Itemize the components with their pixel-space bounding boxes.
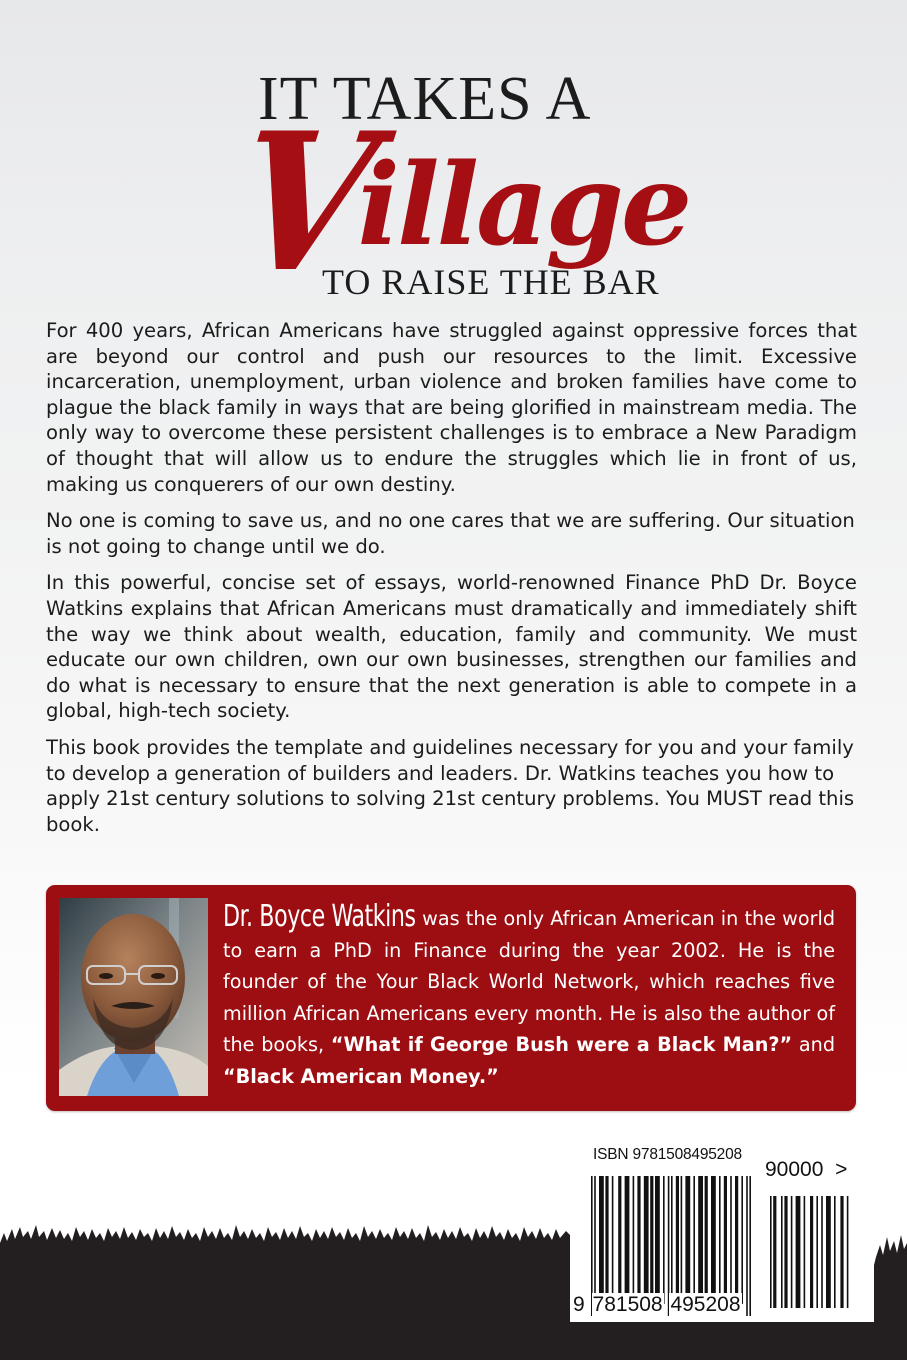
price-code xyxy=(765,1158,847,1182)
blurb-paragraph-2: No one is coming to save us, and no one cares that we are suffering. Our situation is not going to change until we do. xyxy=(46,509,855,558)
isbn-barcode xyxy=(570,1140,874,1322)
price-arrow-icon: > xyxy=(835,1158,848,1181)
barcode-digit-lead: 9 xyxy=(573,1293,585,1316)
author-bio-box xyxy=(46,885,856,1111)
author-bio-text-1: was the only African American in the world to earn a PhD in Finance during the year 2002. He is the founder of the Your Black World Network, which reaches five million African Americans every month. He is also the author of the books, xyxy=(223,907,835,1056)
author-portrait-icon xyxy=(59,898,208,1096)
blurb-paragraph-4: This book provides the template and guidelines necessary for you and your family to develop a generation of builders and leaders. Dr. Watkins teaches you how to apply 21st century solutions to solving 21st century problems. You MUST read this book. xyxy=(46,735,855,836)
author-name: Dr. Boyce Watkins xyxy=(223,899,416,934)
title-subtitle: TO RAISE THE BAR xyxy=(322,262,660,302)
barcode-addon-bars-icon xyxy=(770,1196,852,1308)
author-bio-text-and: and xyxy=(792,1033,835,1056)
blurb xyxy=(46,318,857,848)
barcode-digits-group-2: 495208 xyxy=(670,1293,741,1316)
isbn-label: ISBN 9781508495208 xyxy=(593,1146,742,1163)
author-bio xyxy=(223,901,835,1092)
title-village-rest: illage xyxy=(357,140,690,271)
author-book-title-1: “What if George Bush were a Black Man?” xyxy=(330,1033,793,1056)
author-book-title-2: “Black American Money.” xyxy=(223,1064,499,1088)
blurb-paragraph-3: In this powerful, concise set of essays, world-renowned Finance PhD Dr. Boyce Watkins explains that African Americans must dramatically and immediately shift the way we think about wealth, education, family and community. We must educate our own children, own our own businesses, strengthen our families and do what is necessary to ensure that the next generation is able to compete in a global, high-tech society. xyxy=(46,571,857,723)
price-code-value: 90000 xyxy=(765,1158,824,1181)
barcode-digits-group-1: 781508 xyxy=(592,1293,663,1316)
title-line-1: IT TAKES A xyxy=(258,65,592,133)
barcode-digits xyxy=(572,1293,742,1317)
blurb-paragraph-1: For 400 years, African Americans have struggled against oppressive forces that are beyond our control and push our resources to the limit. Excessive incarceration, unemployment, urban violence and broken families have come to plague the black family in ways that are being glorified in mainstream media. The only way to overcome these persistent challenges is to embrace a New Paradigm of thought that will allow us to endure the struggles which lie in front of us, making us conquerers of our own destiny. xyxy=(46,319,857,496)
title-village-initial: V xyxy=(223,91,388,314)
title-block xyxy=(0,0,907,314)
